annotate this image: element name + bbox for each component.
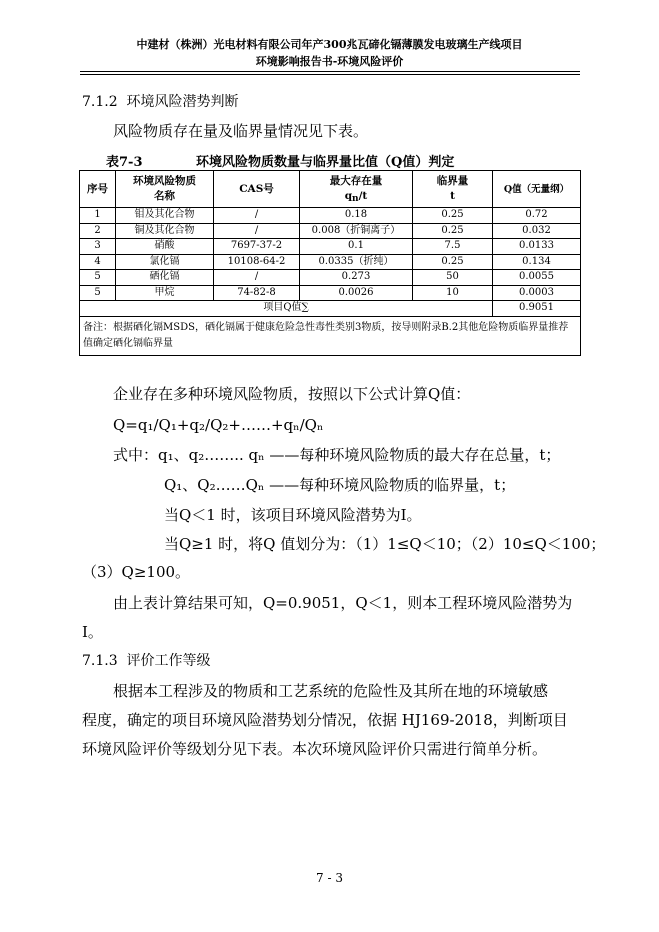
cell-cas: 74-82-8: [214, 285, 300, 301]
cell-cas: /: [214, 270, 300, 286]
cell-max: 0.0026: [300, 285, 413, 301]
col-header-cas: CAS号: [214, 171, 300, 208]
cell-name: 钼及其化合物: [116, 208, 214, 224]
cell-name: 硒化镉: [116, 270, 214, 286]
assessment-paragraph-line3: 环境风险评价等级划分见下表。本次环境风险评价只需进行简单分析。: [82, 740, 548, 758]
table-sum-row: [80, 301, 581, 317]
assessment-paragraph-line2: 程度，确定的项目环境风险潜势划分情况，依据 HJ169-2018，判断项目: [82, 711, 568, 729]
table-row: [80, 239, 581, 255]
cell-no: 2: [80, 223, 116, 239]
condition-q-ranges: 当Q≥1 时，将Q 值划分为：（1）1≤Q＜10；（2）10≤Q＜100；: [164, 535, 606, 553]
paragraph-formula-intro: 企业存在多种环境风险物质，按照以下公式计算Q值：: [113, 385, 471, 403]
col-header-critical: 临界量 t: [413, 171, 493, 208]
table-row: [80, 270, 581, 286]
cell-max: 0.273: [300, 270, 413, 286]
formula-q: Q=q₁/Q₁+q₂/Q₂+……+qₙ/Qₙ: [113, 416, 324, 434]
cell-name: 硝酸: [116, 239, 214, 255]
section-title: 评价工作等级: [126, 653, 211, 669]
cell-critical: 7.5: [413, 239, 493, 255]
cell-max: 0.18: [300, 208, 413, 224]
header-project-title: 中建材（株洲）光电材料有限公司年产300兆瓦碲化镉薄膜发电玻璃生产线项目: [136, 38, 523, 51]
cell-name: 氯化镉: [116, 254, 214, 270]
cell-q: 0.0133: [493, 239, 581, 255]
formula-definition-capital-q: Q₁、Q₂……Qₙ ——每种环境风险物质的临界量，t；: [164, 476, 516, 494]
risk-substance-table: [79, 170, 581, 356]
cell-no: 4: [80, 254, 116, 270]
table-row: [80, 223, 581, 239]
table-caption-title: 环境风险物质数量与临界量比值（Q值）判定: [196, 155, 455, 170]
cell-no: 1: [80, 208, 116, 224]
cell-critical: 50: [413, 270, 493, 286]
table-caption-label: 表7-3: [106, 155, 143, 170]
header-rule-top: [80, 71, 580, 72]
header-chapter-title: 环境影响报告书-环境风险评价: [255, 55, 404, 68]
cell-q: 0.032: [493, 223, 581, 239]
table-note-row: [80, 316, 581, 355]
section-number: 7.1.3: [82, 653, 118, 669]
col-header-q-value: Q值（无量纲）: [493, 171, 581, 208]
result-paragraph-line2: Ⅰ。: [82, 623, 103, 641]
cell-q: 0.0003: [493, 285, 581, 301]
section-heading-7-1-2: [82, 93, 239, 111]
cell-max: 0.0335（折纯）: [300, 254, 413, 270]
cell-no: 3: [80, 239, 116, 255]
cell-no: 5: [80, 270, 116, 286]
cell-cas: /: [214, 208, 300, 224]
table-intro-paragraph: 风险物质存在量及临界量情况见下表。: [113, 122, 369, 140]
result-paragraph-line1: 由上表计算结果可知，Q=0.9051，Q＜1，则本工程环境风险潜势为: [113, 594, 573, 612]
table-header-row: [80, 171, 581, 208]
assessment-paragraph-line1: 根据本工程涉及的物质和工艺系统的危险性及其所在地的环境敏感: [113, 682, 549, 700]
cell-q: 0.134: [493, 254, 581, 270]
cell-critical: 10: [413, 285, 493, 301]
cell-q: 0.72: [493, 208, 581, 224]
cell-name: 铜及其化合物: [116, 223, 214, 239]
cell-critical: 0.25: [413, 223, 493, 239]
col-header-name: 环境风险物质 名称: [116, 171, 214, 208]
condition-q-less-than-1: 当Q＜1 时，该项目环境风险潜势为Ⅰ。: [164, 506, 422, 524]
sum-value-cell: 0.9051: [493, 301, 581, 317]
table-row: [80, 254, 581, 270]
cell-cas: /: [214, 223, 300, 239]
col-header-no: 序号: [80, 171, 116, 208]
cell-max: 0.1: [300, 239, 413, 255]
cell-q: 0.0055: [493, 270, 581, 286]
table-caption: [106, 151, 455, 170]
page-number: 7 - 3: [316, 871, 343, 885]
table-row: [80, 208, 581, 224]
cell-critical: 0.25: [413, 208, 493, 224]
cell-cas: 10108-64-2: [214, 254, 300, 270]
formula-definition-q: 式中：q₁、q₂…….. qₙ ——每种环境风险物质的最大存在总量，t；: [113, 446, 561, 464]
cell-no: 5: [80, 285, 116, 301]
table-row: [80, 285, 581, 301]
cell-critical: 0.25: [413, 254, 493, 270]
header-rule-bottom: [80, 74, 580, 75]
sum-label-cell: 项目Q值∑: [80, 301, 493, 317]
cell-name: 甲烷: [116, 285, 214, 301]
col-header-max-amount: 最大存在量 $q_n/t$: [300, 171, 413, 208]
table-note: 备注：根据硒化镉MSDS，硒化镉属于健康危险急性毒性类别3物质，按导则附录B.2其他危险物质临界量推荐值确定硒化镉临界量: [80, 316, 581, 355]
cell-cas: 7697-37-2: [214, 239, 300, 255]
cell-max: 0.008（折铜离子）: [300, 223, 413, 239]
section-heading-7-1-3: [82, 652, 211, 670]
section-title: 环境风险潜势判断: [126, 94, 239, 110]
section-number: 7.1.2: [82, 94, 118, 110]
condition-q-ranges-cont: （3）Q≥100。: [82, 563, 191, 581]
